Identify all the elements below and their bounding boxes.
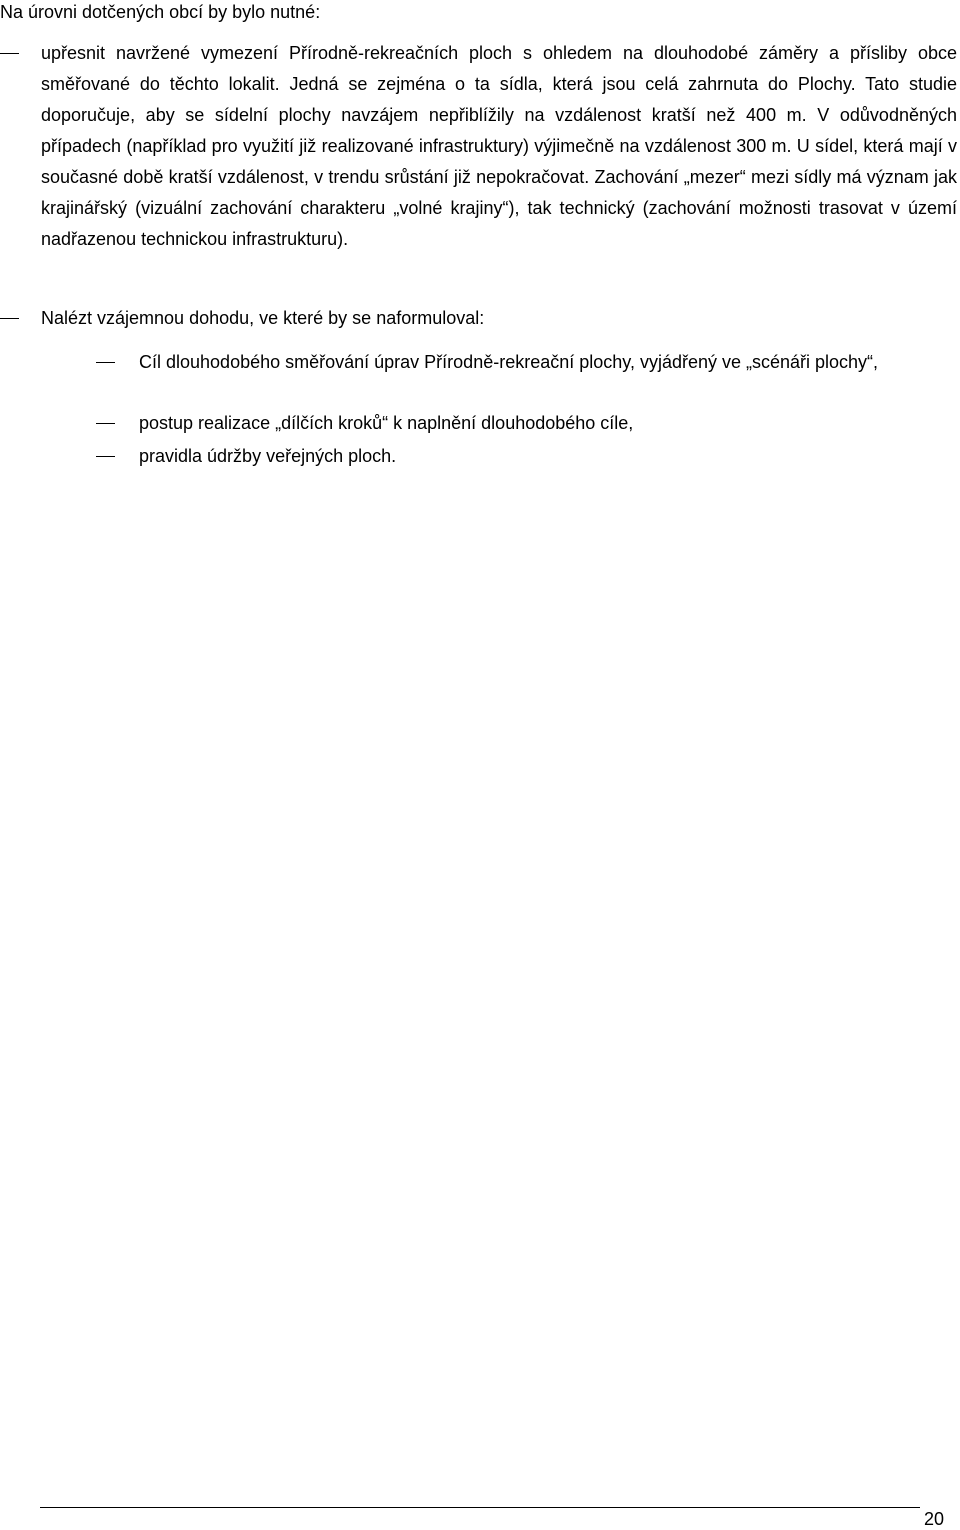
footer-divider xyxy=(40,1507,920,1508)
dash-bullet-icon xyxy=(0,318,19,319)
dash-bullet-icon xyxy=(96,362,115,363)
sublist-item xyxy=(96,347,958,378)
list-item-text: upřesnit navržené vymezení Přírodně-rekreačních ploch s ohledem na dlouhodobé záměry a přísliby obce směřované do těchto lokalit. Jedná se zejména o ta sídla, která jsou celá zahrnuta do Plochy. Tato studie doporučuje, aby se sídelní plochy navzájem nepřiblížily na vzdálenost kratší než 400 m. V odůvodněných případech (například pro využití již realizované infrastruktury) výjimečně na vzdálenost 300 m. U sídel, která mají v současné době kratší vzdálenost, v trendu srůstání již nepokračovat. Zachování „mezer“ mezi sídly má význam jak krajinářský (vizuální zachování charakteru „volné krajiny“), tak technický (zachování možnosti trasovat v území nadřazenou technickou infrastrukturu). xyxy=(41,43,957,249)
sublist-item-text: Cíl dlouhodobého směřování úprav Přírodně-rekreační plochy, vyjádřený ve „scénáři plochy“, xyxy=(139,352,879,372)
sublist-item-text: pravidla údržby veřejných ploch. xyxy=(139,446,397,466)
sublist-item xyxy=(96,441,958,472)
sublist-item xyxy=(96,408,958,439)
list-item-text: Nalézt vzájemnou dohodu, ve které by se naformuloval: xyxy=(41,308,485,328)
dash-bullet-icon xyxy=(96,423,115,424)
list-item xyxy=(0,303,958,334)
sublist-item-text: postup realizace „dílčích kroků“ k naplnění dlouhodobého cíle, xyxy=(139,413,634,433)
list-item xyxy=(0,38,958,255)
intro-paragraph: Na úrovni dotčených obcí by bylo nutné: xyxy=(0,2,321,22)
page-number: 20 xyxy=(924,1509,945,1529)
dash-bullet-icon xyxy=(0,53,19,54)
dash-bullet-icon xyxy=(96,456,115,457)
